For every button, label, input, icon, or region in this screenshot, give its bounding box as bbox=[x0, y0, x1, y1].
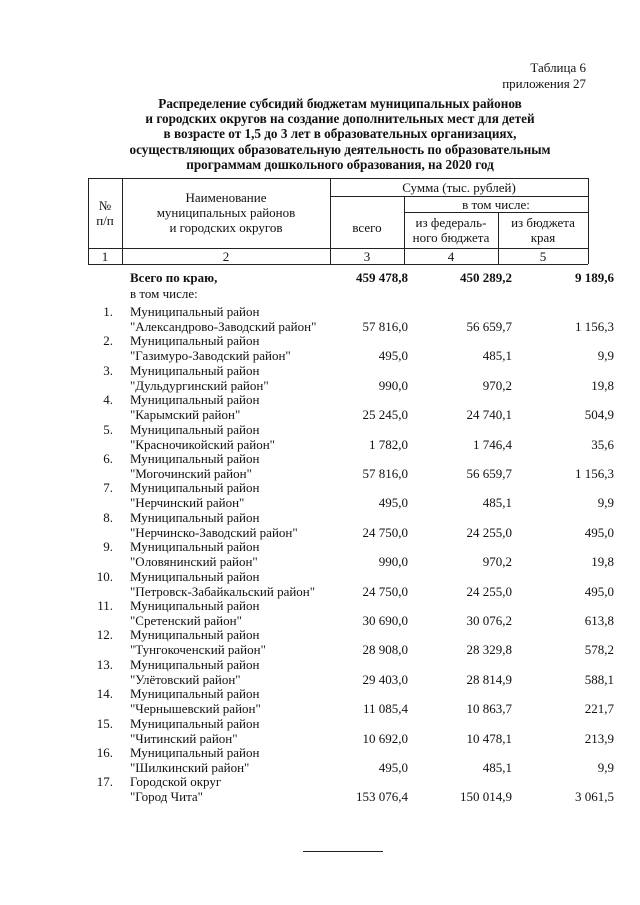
row-type: Муниципальный район bbox=[130, 598, 260, 613]
row-type: Муниципальный район bbox=[130, 656, 260, 672]
row-number: 14. bbox=[96, 686, 113, 702]
row-number: 9. bbox=[103, 539, 113, 555]
row-total: 24 750,0 bbox=[362, 524, 408, 540]
row-regional: 9,9 bbox=[597, 760, 614, 775]
row-type: Муниципальный район bbox=[130, 333, 260, 349]
row-total: 495,0 bbox=[378, 495, 408, 511]
row-number: 15. bbox=[96, 715, 113, 731]
row-total: 24 750,0 bbox=[362, 583, 408, 599]
title-line: в возрасте от 1,5 до 3 лет в образовательных организациях, bbox=[163, 126, 517, 142]
row-total: 25 245,0 bbox=[362, 407, 408, 423]
row-federal: 28 329,8 bbox=[466, 642, 512, 658]
col-index: 5 bbox=[539, 249, 547, 264]
row-name: "Красночикойский район" bbox=[130, 436, 275, 452]
annex-label: приложения 27 bbox=[502, 76, 586, 91]
row-number: 2. bbox=[103, 333, 113, 349]
row-type: Муниципальный район bbox=[130, 362, 260, 378]
col-total-header: всего bbox=[352, 220, 382, 235]
row-regional: 9,9 bbox=[597, 495, 614, 511]
row-federal: 970,2 bbox=[482, 554, 512, 570]
col-index: 3 bbox=[363, 249, 371, 264]
row-regional: 1 156,3 bbox=[575, 466, 614, 481]
row-number: 7. bbox=[103, 480, 113, 496]
total-row-label: Всего по краю, bbox=[130, 270, 218, 285]
total-row-sublabel: в том числе: bbox=[130, 286, 198, 301]
row-type: Муниципальный район bbox=[130, 686, 260, 702]
title-line: осуществляющих образовательную деятельность по образовательным bbox=[129, 141, 551, 157]
table-label: Таблица 6 bbox=[530, 60, 586, 75]
row-regional: 221,7 bbox=[584, 701, 614, 717]
row-total: 990,0 bbox=[378, 377, 408, 393]
row-name: "Город Чита" bbox=[130, 789, 203, 805]
row-total: 153 076,4 bbox=[356, 789, 408, 805]
row-total: 1 782,0 bbox=[369, 436, 408, 452]
row-regional: 9,9 bbox=[597, 348, 614, 364]
row-regional: 1 156,3 bbox=[575, 319, 614, 334]
row-federal: 30 076,2 bbox=[466, 613, 512, 628]
title-line: и городских округов на создание дополнительных мест для детей bbox=[145, 111, 535, 127]
title-line: программам дошкольного образования, на 2020 год bbox=[186, 156, 494, 172]
row-name: "Могочинский район" bbox=[130, 466, 252, 481]
row-number: 11. bbox=[97, 598, 113, 613]
row-name: "Нерчинский район" bbox=[130, 495, 245, 511]
row-type: Муниципальный район bbox=[130, 745, 260, 760]
row-federal: 24 740,1 bbox=[466, 407, 512, 423]
grid-line bbox=[88, 178, 588, 179]
row-federal: 150 014,9 bbox=[460, 789, 512, 805]
row-federal: 56 659,7 bbox=[466, 466, 512, 481]
row-type: Муниципальный район bbox=[130, 392, 260, 408]
row-regional: 495,0 bbox=[584, 583, 614, 599]
row-number: 10. bbox=[96, 568, 113, 584]
row-federal: 485,1 bbox=[482, 760, 512, 775]
row-federal: 1 746,4 bbox=[473, 436, 512, 452]
row-name: "Оловянинский район" bbox=[130, 554, 258, 570]
row-total: 495,0 bbox=[378, 760, 408, 775]
grid-line bbox=[588, 178, 589, 264]
row-regional: 578,2 bbox=[584, 642, 614, 658]
row-name: "Карымский район" bbox=[130, 407, 241, 423]
row-name: "Нерчинско-Заводский район" bbox=[130, 524, 298, 540]
row-type: Муниципальный район bbox=[130, 421, 260, 437]
total-row-regional: 9 189,6 bbox=[575, 270, 614, 285]
row-type: Муниципальный район bbox=[130, 509, 260, 525]
row-number: 5. bbox=[103, 421, 113, 437]
row-total: 29 403,0 bbox=[362, 671, 408, 687]
row-number: 4. bbox=[103, 392, 113, 408]
row-name: "Улётовский район" bbox=[130, 671, 241, 687]
row-regional: 19,8 bbox=[591, 554, 614, 570]
col-index: 1 bbox=[101, 249, 109, 264]
row-type: Муниципальный район bbox=[130, 451, 260, 466]
grid-line bbox=[88, 264, 588, 265]
row-name: "Тунгокоченский район" bbox=[130, 642, 266, 658]
footer-separator bbox=[303, 851, 383, 852]
row-total: 10 692,0 bbox=[362, 730, 408, 746]
col-regional-header: из бюджета края bbox=[511, 215, 575, 245]
row-total: 57 816,0 bbox=[362, 466, 408, 481]
row-type: Муниципальный район bbox=[130, 715, 260, 731]
row-name: "Читинский район" bbox=[130, 730, 238, 746]
row-total: 57 816,0 bbox=[362, 319, 408, 334]
row-name: "Александрово-Заводский район" bbox=[130, 319, 317, 334]
row-type: Муниципальный район bbox=[130, 539, 260, 555]
total-row-federal: 450 289,2 bbox=[460, 270, 512, 285]
row-regional: 613,8 bbox=[584, 613, 614, 628]
row-number: 1. bbox=[103, 304, 113, 319]
row-federal: 10 478,1 bbox=[466, 730, 512, 746]
row-federal: 970,2 bbox=[482, 377, 512, 393]
row-number: 13. bbox=[96, 656, 113, 672]
row-name: "Чернышевский район" bbox=[130, 701, 261, 717]
row-regional: 35,6 bbox=[591, 436, 614, 452]
grid-line bbox=[404, 212, 588, 213]
row-number: 16. bbox=[96, 745, 113, 760]
row-regional: 504,9 bbox=[584, 407, 614, 423]
document-title bbox=[95, 96, 585, 172]
row-federal: 485,1 bbox=[482, 495, 512, 511]
row-type: Муниципальный район bbox=[130, 480, 260, 496]
row-name: "Сретенский район" bbox=[130, 613, 242, 628]
row-type: Муниципальный район bbox=[130, 627, 260, 643]
row-number: 17. bbox=[96, 774, 113, 790]
row-regional: 3 061,5 bbox=[575, 789, 614, 805]
col-index: 2 bbox=[222, 249, 230, 264]
row-federal: 56 659,7 bbox=[466, 319, 512, 334]
row-number: 3. bbox=[103, 362, 113, 378]
row-name: "Дульдургинский район" bbox=[130, 377, 269, 393]
row-federal: 10 863,7 bbox=[466, 701, 512, 717]
row-type: Городской округ bbox=[130, 774, 222, 790]
row-total: 990,0 bbox=[378, 554, 408, 570]
title-line: Распределение субсидий бюджетам муниципальных районов bbox=[158, 96, 522, 111]
col-including-header: в том числе: bbox=[462, 197, 530, 212]
row-regional: 588,1 bbox=[584, 671, 614, 687]
row-name: "Шилкинский район" bbox=[130, 760, 250, 775]
row-total: 495,0 bbox=[378, 348, 408, 364]
row-name: "Петровск-Забайкальский район" bbox=[130, 583, 316, 599]
row-name: "Газимуро-Заводский район" bbox=[130, 348, 291, 364]
row-total: 30 690,0 bbox=[362, 613, 408, 628]
row-federal: 24 255,0 bbox=[466, 583, 512, 599]
row-federal: 485,1 bbox=[482, 348, 512, 364]
row-regional: 19,8 bbox=[591, 377, 614, 393]
row-number: 6. bbox=[103, 451, 113, 466]
col-num-header: № п/п bbox=[96, 198, 114, 228]
row-number: 8. bbox=[103, 509, 113, 525]
col-sum-header: Сумма (тыс. рублей) bbox=[402, 180, 516, 195]
row-type: Муниципальный район bbox=[130, 568, 260, 584]
row-total: 11 085,4 bbox=[362, 701, 408, 717]
col-name-header: Наименование муниципальных районов и городских округов bbox=[156, 190, 296, 235]
total-row-total: 459 478,8 bbox=[356, 270, 408, 285]
row-type: Муниципальный район bbox=[130, 304, 260, 319]
row-regional: 495,0 bbox=[584, 524, 614, 540]
col-index: 4 bbox=[447, 249, 455, 264]
row-number: 12. bbox=[96, 627, 113, 643]
col-federal-header: из федераль- ного бюджета bbox=[412, 215, 490, 245]
row-federal: 28 814,9 bbox=[466, 671, 512, 687]
row-federal: 24 255,0 bbox=[466, 524, 512, 540]
row-total: 28 908,0 bbox=[362, 642, 408, 658]
row-regional: 213,9 bbox=[584, 730, 614, 746]
